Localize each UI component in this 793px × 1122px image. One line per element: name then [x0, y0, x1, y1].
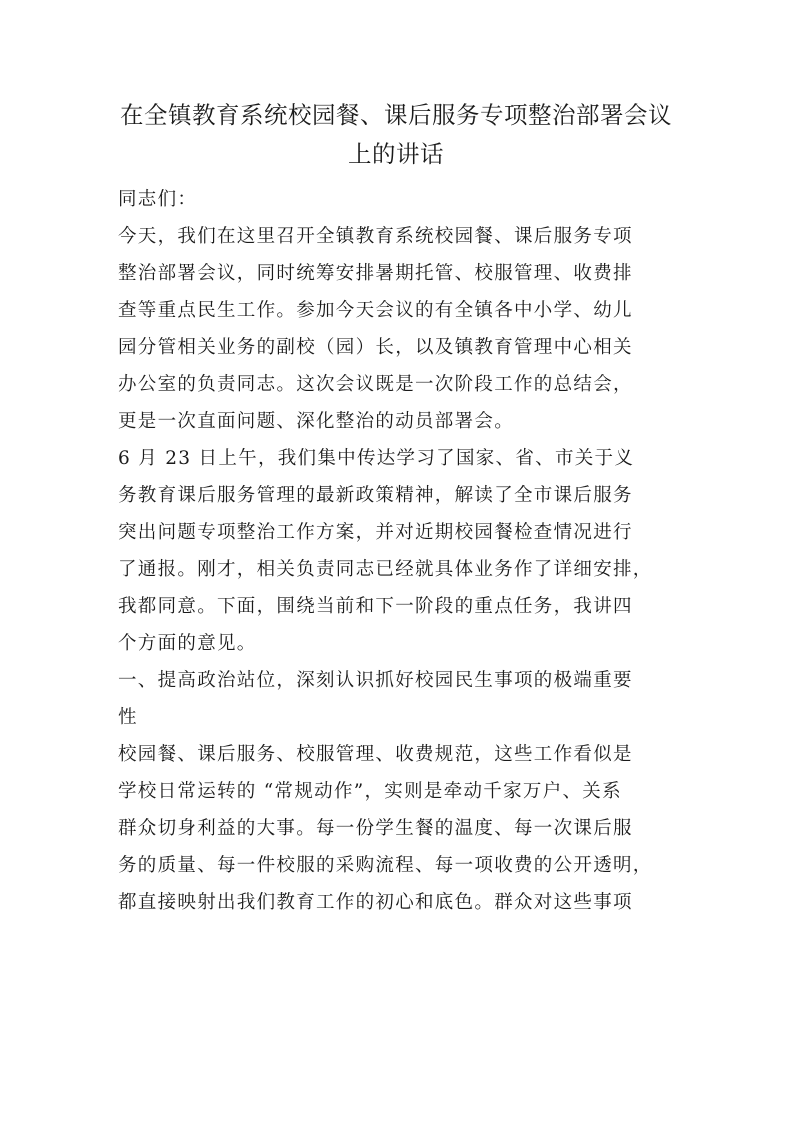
paragraph-section-1: [118, 736, 674, 921]
document-body: [118, 181, 674, 921]
text-line: 了通报。刚才，相关负责同志已经就具体业务作了详细安排，: [118, 559, 653, 580]
text-line: 6 月 23 日上午，我们集中传达学习了国家、省、市关于义: [118, 448, 635, 469]
text-line: 园分管相关业务的副校（园）长，以及镇教育管理中心相关: [118, 337, 633, 358]
text-line: 务教育课后服务管理的最新政策精神，解读了全市课后服务: [118, 485, 633, 506]
text-line: 更是一次直面问题、深化整治的动员部署会。: [118, 411, 515, 432]
text-line: 校园餐、课后服务、校服管理、收费规范，这些工作看似是: [118, 744, 633, 765]
text-line: 办公室的负责同志。这次会议既是一次阶段工作的总结会，: [118, 374, 633, 395]
text-line: 个方面的意见。: [118, 633, 257, 654]
title-line-1: 在全镇教育系统校园餐、课后服务专项整治部署会议: [120, 101, 672, 129]
document-title: [118, 96, 674, 174]
document-page: [118, 96, 674, 921]
text-line: 学校日常运转的 “常规动作”，实则是牵动千家万户、关系: [118, 781, 622, 802]
text-line: 群众切身利益的大事。每一份学生餐的温度、每一次课后服: [118, 818, 633, 839]
text-line: 查等重点民生工作。参加今天会议的有全镇各中小学、幼儿: [118, 300, 633, 321]
text-line: 务的质量、每一件校服的采购流程、每一项收费的公开透明，: [118, 855, 653, 876]
text-line: 今天，我们在这里召开全镇教育系统校园餐、课后服务专项: [118, 226, 633, 247]
text-line: 整治部署会议，同时统筹安排暑期托管、校服管理、收费排: [118, 263, 633, 284]
text-line: 性: [118, 707, 138, 728]
paragraph-opening: [118, 218, 674, 440]
text-line: 突出问题专项整治工作方案，并对近期校园餐检查情况进行: [118, 522, 633, 543]
paragraph-background: [118, 440, 674, 662]
title-line-2: 上的讲话: [348, 140, 444, 168]
text-line: 都直接映射出我们教育工作的初心和底色。群众对这些事项: [118, 892, 633, 913]
text-line: 同志们：: [118, 189, 198, 210]
text-line: 我都同意。下面，围绕当前和下一阶段的重点任务，我讲四: [118, 596, 633, 617]
text-line: 一、提高政治站位，深刻认识抓好校园民生事项的极端重要: [118, 670, 633, 691]
salutation: [118, 181, 674, 218]
section-heading-1: [118, 662, 674, 736]
